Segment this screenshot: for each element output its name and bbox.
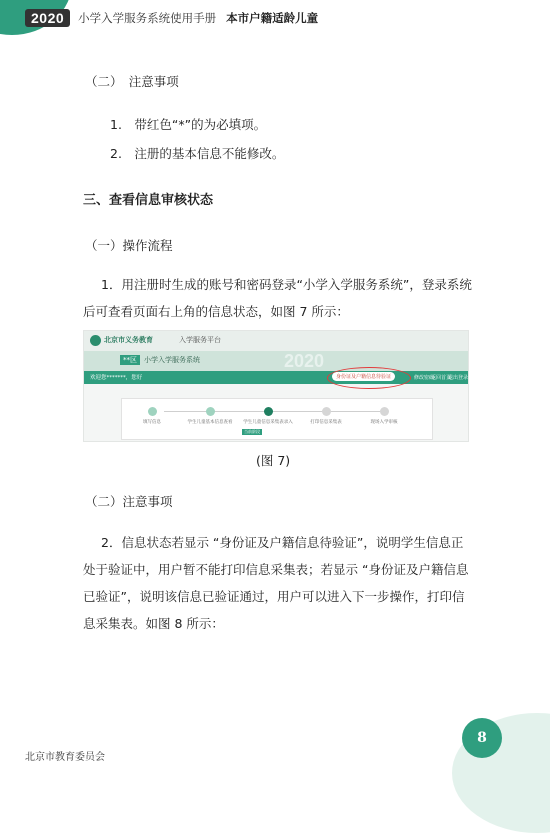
- progress-panel: [121, 398, 433, 440]
- highlight-oval: [327, 367, 411, 389]
- manual-subtitle: 本市户籍适龄儿童: [226, 11, 319, 25]
- figure-district: **区: [120, 355, 140, 365]
- progress-step-5: [354, 407, 414, 425]
- operation-paragraph: 1．用注册时生成的账号和密码登录“小学入学服务系统”，登录系统后可查看页面右上角的信息状态，如图 7 所示：: [83, 277, 472, 319]
- page-number: 8: [462, 718, 502, 758]
- subsection-operation: （一）操作流程: [85, 238, 173, 253]
- figure-system-name: 小学入学服务系统: [144, 356, 200, 364]
- step-label: 学生儿童信息采集表录入: [243, 420, 293, 425]
- notes-paragraph: 2．信息状态若显示 “身份证及户籍信息待验证”，说明学生信息正处于验证中，用户暂不能打印信息采集表；若显示 “身份证及户籍信息已验证”，说明该信息已验证通过，用户可以进入下一步操作，打印信息采集表。如图 8 所示：: [83, 535, 469, 631]
- step-label: 学生儿童基本信息查看: [187, 420, 233, 425]
- step-dot: [206, 407, 215, 416]
- step-dot: [264, 407, 273, 416]
- section-heading: 三、查看信息审核状态: [83, 193, 214, 208]
- progress-step-4: [296, 407, 356, 425]
- nav-link-home[interactable]: 返回首页: [431, 375, 452, 381]
- step-label: 打印信息采集表: [310, 420, 342, 425]
- footer-org: 北京市教育委员会: [25, 752, 105, 763]
- logo-icon: [90, 335, 101, 346]
- page-header: [0, 7, 318, 29]
- nav-link-change-password[interactable]: 修改密码: [414, 375, 435, 381]
- progress-step-1: [122, 407, 182, 425]
- progress-step-2: [180, 407, 240, 425]
- notes-heading: （二） 注意事项: [85, 74, 179, 89]
- progress-step-3: [238, 407, 298, 425]
- note-item-1: 1. 带红色“*”的为必填项。: [110, 117, 267, 132]
- nav-link-logout[interactable]: 退出登录: [448, 375, 469, 381]
- figure-status-badge[interactable]: 身份证及户籍信息待验证: [332, 372, 395, 381]
- figure-watermark: 2020: [284, 351, 325, 371]
- figure-topbar: [84, 331, 468, 351]
- step-label: 现场入学审核: [370, 420, 398, 425]
- step-dot: [380, 407, 389, 416]
- step-dot: [322, 407, 331, 416]
- figure-brand: 北京市义务教育: [104, 336, 153, 344]
- step-dot: [148, 407, 157, 416]
- figure-screenshot: [83, 330, 469, 442]
- year-badge: 2020: [25, 9, 70, 27]
- figure-welcome: 欢迎您*******，您好: [90, 375, 143, 381]
- current-step-badge: 当前阶段: [244, 429, 260, 434]
- note-item-2: 2. 注册的基本信息不能修改。: [110, 146, 285, 161]
- figure-caption: (图 7): [256, 453, 291, 468]
- figure-brand-sub: 入学服务平台: [179, 336, 221, 344]
- manual-title: 小学入学服务系统使用手册: [78, 11, 217, 25]
- step-label: 填写信息: [143, 420, 161, 425]
- subsection-notes: （二）注意事项: [85, 494, 173, 509]
- figure-banner: [84, 351, 468, 371]
